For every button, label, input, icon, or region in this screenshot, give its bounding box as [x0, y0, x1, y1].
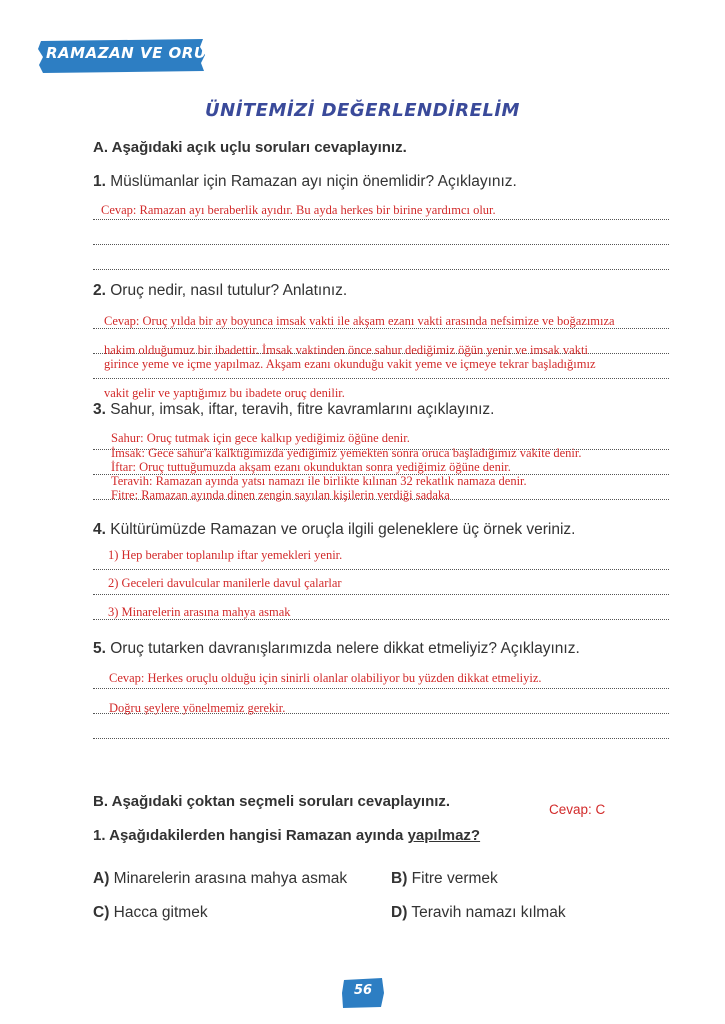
question-3: 3. Sahur, imsak, iftar, teravih, fitre kavramlarını açıklayınız. [93, 401, 495, 418]
answer-line [93, 594, 669, 595]
answer-line [93, 378, 669, 379]
banner-title: RAMAZAN VE ORUÇ [46, 44, 219, 62]
handwritten-answer: 3) Minarelerin arasına mahya asmak [108, 605, 291, 619]
handwritten-answer: İmsak: Gece sahur'a kalktığımızda yediğimiz yemekten sonra oruca başladığımız vakite denir. [111, 446, 582, 460]
option-d: D) Teravih namazı kılmak [391, 904, 566, 921]
question-4: 4. Kültürümüzde Ramazan ve oruçla ilgili geleneklere üç örnek veriniz. [93, 521, 576, 538]
answer-note: Cevap: C [549, 802, 606, 817]
handwritten-answer: vakit gelir ve yaptığımız bu ibadete oruç denilir. [104, 386, 345, 400]
page-title: ÜNİTEMİZİ DEĞERLENDİRELİM [205, 100, 520, 121]
answer-line [93, 738, 669, 739]
answer-line [93, 569, 669, 570]
option-a: A) Minarelerin arasına mahya asmak [93, 870, 348, 887]
question-1: 1. Müslümanlar için Ramazan ayı niçin önemlidir? Açıklayınız. [93, 173, 517, 190]
answer-line [93, 269, 669, 270]
handwritten-answer: Doğru şeylere yönelmemiz gerekir. [109, 701, 286, 715]
handwritten-answer: 2) Geceleri davulcular manilerle davul çalarlar [108, 576, 342, 590]
handwritten-answer: İftar: Oruç tuttuğumuzda akşam ezanı okunduktan sonra yediğimiz öğüne denir. [111, 460, 511, 474]
handwritten-answer: 1) Hep beraber toplanılıp iftar yemekleri yenir. [108, 548, 343, 562]
handwritten-answer: hakim olduğumuz bir ibadettir. İmsak vaktinden önce sahur dediğimiz öğün yenir ve imsak vakti [104, 343, 588, 357]
handwritten-answer: Cevap: Oruç yılda bir ay boyunca imsak vakti ile akşam ezanı vakti arasında nefsimize ve boğazımıza [104, 314, 615, 328]
section-b-heading: B. Aşağıdaki çoktan seçmeli soruları cevaplayınız. [93, 793, 451, 810]
answer-line [93, 219, 669, 220]
answer-line [93, 244, 669, 245]
option-c: C) Hacca gitmek [93, 904, 208, 921]
handwritten-answer: Fitre: Ramazan ayında dinen zengin sayılan kişilerin verdiği sadaka [111, 488, 450, 502]
option-b: B) Fitre vermek [391, 870, 498, 887]
handwritten-answer: Sahur: Oruç tutmak için gece kalkıp yediğimiz öğüne denir. [111, 431, 410, 445]
question-5: 5. Oruç tutarken davranışlarımızda nelere dikkat etmeliyiz? Açıklayınız. [93, 640, 580, 657]
question-2: 2. Oruç nedir, nasıl tutulur? Anlatınız. [93, 282, 348, 299]
mcq-question: 1. Aşağıdakilerden hangisi Ramazan ayında yapılmaz? [93, 827, 481, 844]
handwritten-answer: girince yeme ve içme yapılmaz. Akşam ezanı okunduğu vakit yeme ve içmeye tekrar başladığımız [104, 357, 596, 371]
page-number: 56 [353, 983, 373, 998]
handwritten-answer: Teravih: Ramazan ayında yatsı namazı ile birlikte kılınan 32 rekatlık namaza denir. [111, 474, 527, 488]
handwritten-answer: Cevap: Ramazan ayı beraberlik ayıdır. Bu ayda herkes bir birine yardımcı olur. [101, 203, 496, 217]
section-a-heading: A. Aşağıdaki açık uçlu soruları cevaplayınız. [93, 139, 407, 156]
handwritten-answer: Cevap: Herkes oruçlu olduğu için sinirli olanlar olabiliyor bu yüzden dikkat etmeliyiz. [109, 671, 542, 685]
answer-line [93, 688, 669, 689]
